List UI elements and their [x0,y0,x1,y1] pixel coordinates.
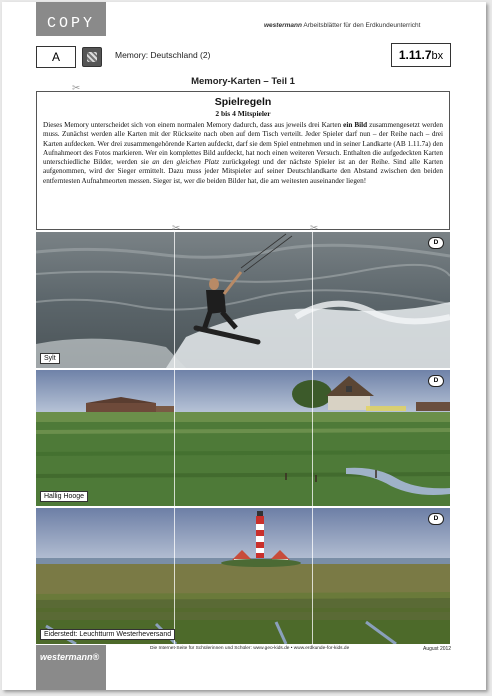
footer-date: August 2012 [423,646,452,652]
rules-text-italic: an den gleichen Platz [152,158,220,167]
westermann-logo: westermann® [36,645,106,690]
rules-box [36,91,450,230]
memory-card-row-hallig-hooge [36,370,450,506]
scissor-icon: ✂ [310,223,319,234]
card-badge: D [428,237,444,249]
rules-text-part2: zusammengesetzt werden muss. Zunächst werden alle Karten mit der Rückseite nach oben auf dem Tisch verteilt. Jeder Spieler darf nun – der Reihe nach – drei Karten aufdecken. Wer drei zusammengehörende Karten aufdeckt, darf sie dem Spiel entnehmen und in seiner Landkarte (AB 1.11.7a) den Aufnahmeort des Fotos markieren. Wer ein komplettes Bild aufdeckt, hat noch einen weiteren Versuch. Enthalten die aufgedeckten Karten unterschiedliche Bilder, werden sie [43,121,443,167]
cut-line [174,370,175,506]
cut-line [312,232,313,368]
rules-text-part1: Dieses Memory unterscheidet sich von einem normalen Memory dadurch, dass aus jeweils drei Karten [43,121,344,129]
publisher-brand: westermann [264,22,302,29]
card-badge: D [428,513,444,525]
rules-heading: Spielregeln [214,96,272,108]
photo-eiderstedt-lighthouse [36,508,450,644]
cut-line [312,370,313,506]
place-label: Sylt [40,353,60,364]
cut-line [174,232,175,368]
level-box: A [36,46,76,68]
photo-sylt-kitesurfer [36,232,450,368]
place-label: Hallig Hooge [40,491,88,502]
copy-stamp: COPY [36,2,106,36]
photo-hallig-hooge [36,370,450,506]
memory-card-row-eiderstedt [36,508,450,644]
footer-website: Die Internet-Seite für Schülerinnen und Schüler: www.geo-kids.de • www.erdkunde-for-kids.de [150,646,350,651]
cut-line [312,508,313,644]
section-title: Memory-Karten – Teil 1 [191,76,295,87]
card-badge: D [428,375,444,387]
sheet-title: Memory: Deutschland (2) [115,50,211,60]
cut-line [174,508,175,644]
worksheet-page [2,2,486,690]
rules-players: 2 bis 4 Mitspieler [215,109,271,118]
scissor-icon: ✂ [172,223,181,234]
rules-text-bold: ein Bild [343,121,368,129]
rules-text [43,121,443,186]
worksheet-icon [82,47,102,67]
worksheet-code [391,43,451,67]
code-main: 1.11.7 [398,48,432,62]
place-label: Eiderstedt: Leuchtturm Westerheversand [40,629,175,640]
publisher-line [264,22,420,29]
code-suffix: bx [431,50,444,62]
scissor-icon: ✂ [72,83,81,94]
memory-card-row-sylt [36,232,450,368]
rules-text-part3: zurückgelegt und der nächste Spieler ist an der Reihe. Sind alle Karten aufgenommen, wird der Sieger ermittelt. Dazu muss jeder Mitspieler auf seiner Deutschlandkarte den Abstand zwischen den beiden entferntesten Aufnahmeorten messen. Sieger ist, wer die beiden Bilder hat, die am weitesten auseinander liegen! [43,158,443,185]
publisher-tagline: Arbeitsblätter für den Erdkundeunterricht [303,22,421,29]
